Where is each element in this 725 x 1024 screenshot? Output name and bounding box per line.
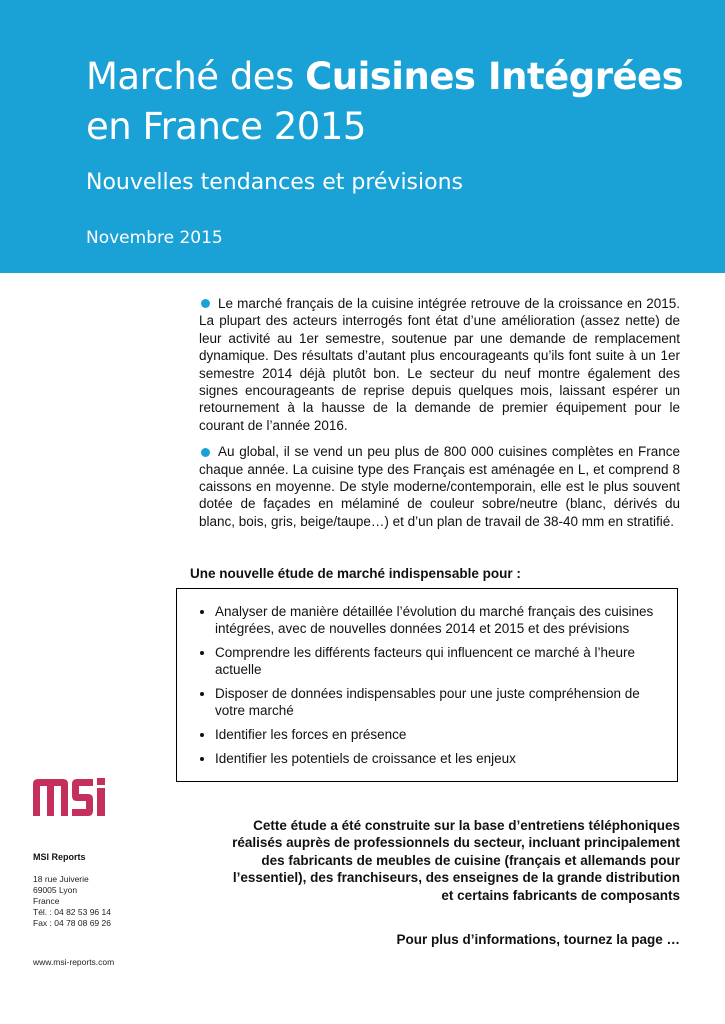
report-date: Novembre 2015	[86, 228, 223, 248]
company-website-link[interactable]: www.msi-reports.com	[33, 957, 115, 967]
study-list	[177, 589, 677, 767]
bullet-dot-icon	[201, 299, 210, 308]
fax-line: Fax : 04 78 08 69 26	[33, 918, 111, 928]
intro-text-2: Au global, il se vend un peu plus de 800 000 cuisines complètes en France chaque année. La cuisine type des Français est aménagée en L, et comprend 8 caissons en moyenne. De style moderne/contemporain, elle est le plus souvent dotée de façades en mélaminé de couleur sobre/neutre (blanc, dérivés du blanc, bois, gris, beige/taupe…) et d’un plan de travail de 38-40 mm en stratifié.	[199, 444, 680, 529]
list-item: • Comprendre les différents facteurs qui influencent ce marché à l’heure actuelle	[215, 644, 661, 678]
study-methodology-text: Cette étude a été construite sur la base d’entretiens téléphoniques réalisés auprès de professionnels du secteur, incluant principalement des fabricants de meubles de cuisine (français et allemands pour l’essentiel), des franchiseurs, des enseignes de la grande distribution et certains fabricants de composants	[232, 818, 680, 903]
intro-paragraph	[199, 443, 680, 530]
company-address	[33, 874, 111, 929]
header-banner	[0, 0, 725, 273]
bullet-dot-icon	[201, 448, 210, 457]
list-item: • Identifier les potentiels de croissance et les enjeux	[215, 750, 661, 767]
intro-paragraph	[199, 295, 680, 434]
study-box-title: Une nouvelle étude de marché indispensable pour :	[190, 566, 521, 581]
title-part-2: en France 2015	[86, 105, 366, 148]
msi-logo	[33, 776, 119, 820]
list-item: • Identifier les forces en présence	[215, 726, 661, 743]
intro-text-1: Le marché français de la cuisine intégrée retrouve de la croissance en 2015. La plupart des acteurs interrogés font état d’une amélioration (assez nette) de leur activité au 1er semestre, soutenue par une demande de remplacement dynamique. Des résultats d’autant plus encourageants qu’ils font suite à un 1er semestre 2014 déjà plutôt bon. Le secteur du neuf montre également des signes encourageants de reprise depuis quelques mois, laissant espérer un retournement à la hausse de la demande de premier équipement pour le courant de l’année 2016.	[199, 296, 680, 433]
list-item: • Analyser de manière détaillée l’évolution du marché français des cuisines intégrées, avec de nouvelles données 2014 et 2015 et des prévisions	[215, 603, 661, 637]
intro-section	[199, 295, 680, 539]
address-line: 69005 Lyon	[33, 885, 78, 895]
more-info-text: Pour plus d’informations, tournez la page …	[396, 932, 680, 947]
address-line: 18 rue Juiverie	[33, 874, 89, 884]
company-name: MSI Reports	[33, 852, 86, 862]
title-part-1: Marché des	[86, 55, 306, 98]
address-line: France	[33, 896, 60, 906]
phone-line: Tél. : 04 82 53 96 14	[33, 907, 111, 917]
list-item: • Disposer de données indispensables pour une juste compréhension de votre marché	[215, 685, 661, 719]
study-box	[176, 588, 678, 782]
report-title	[86, 52, 683, 152]
title-bold: Cuisines Intégrées	[305, 55, 684, 98]
report-subtitle: Nouvelles tendances et prévisions	[86, 170, 463, 195]
